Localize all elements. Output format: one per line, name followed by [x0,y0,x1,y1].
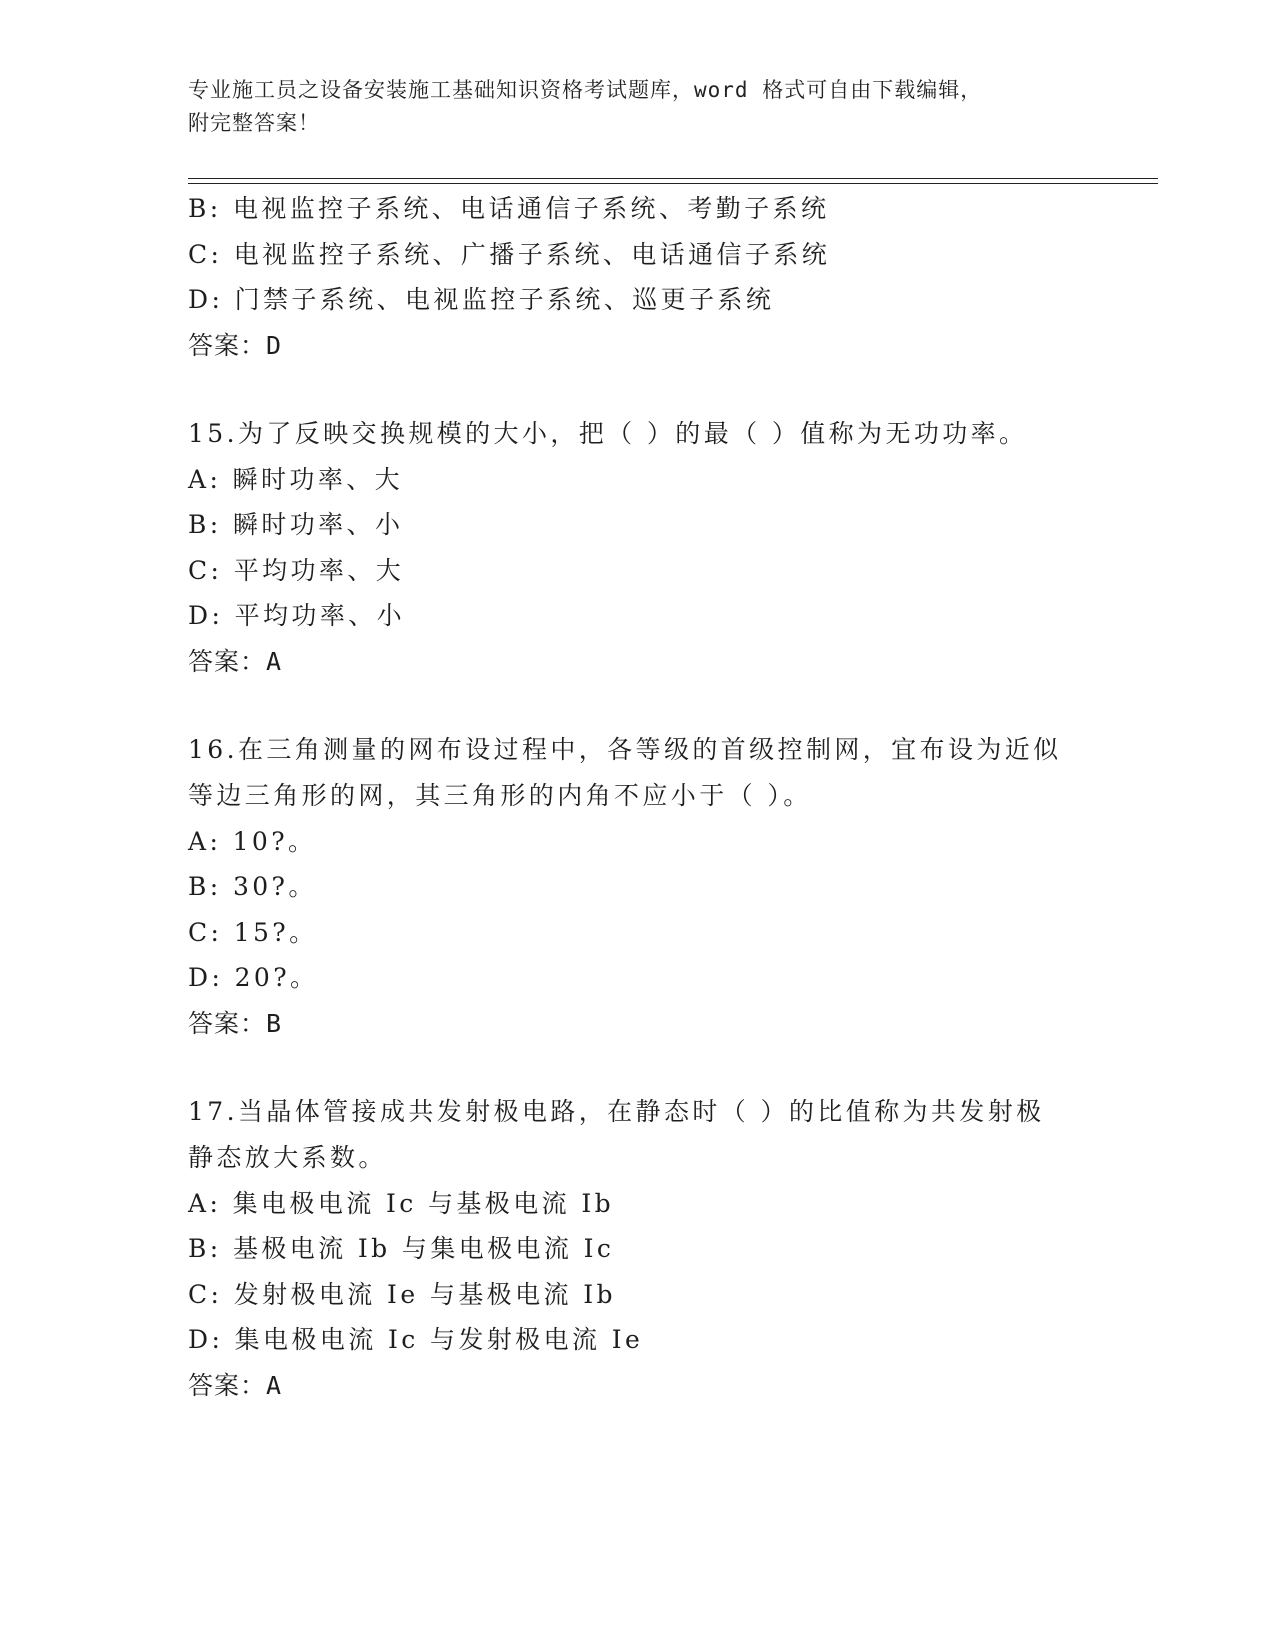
answer-line: 答案：D [188,330,283,360]
spacer [188,1047,1088,1089]
spacer [188,685,1088,727]
spacer [188,369,1088,411]
option-d: D: 平均功率、小 [188,601,406,630]
question-stem: 15.为了反映交换规模的大小，把（ ）的最（ ）值称为无功功率。 [188,418,1028,448]
option-b: B: 电视监控子系统、电话通信子系统、考勤子系统 [188,194,830,223]
answer-line: 答案：B [188,1008,283,1038]
document-header [188,74,1068,140]
question-stem: 16.在三角测量的网布设过程中，各等级的首级控制网，宜布设为近似 [188,734,1062,764]
question-stem: 17.当晶体管接成共发射极电路，在静态时（ ）的比值称为共发射极 [188,1096,1045,1126]
option-b: B: 30?。 [188,872,317,901]
answer-line: 答案：A [188,1370,283,1400]
header-divider [188,178,1158,184]
question-list [188,186,1088,1409]
question-14 [188,186,1088,369]
question-stem: 静态放大系数。 [188,1142,387,1172]
answer-line: 答案：A [188,646,283,676]
option-d: D: 集电极电流 Ic 与发射极电流 Ie [188,1325,644,1354]
option-b: B: 基极电流 Ib 与集电极电流 Ic [188,1234,615,1263]
option-c: C: 发射极电流 Ie 与基极电流 Ib [188,1279,616,1309]
option-d: D: 20?。 [188,963,319,992]
option-c: C: 15?。 [188,917,318,947]
question-17 [188,1089,1088,1409]
option-b: B: 瞬时功率、小 [188,510,404,539]
option-c: C: 电视监控子系统、广播子系统、电话通信子系统 [188,239,831,269]
question-16 [188,727,1088,1047]
question-stem: 等边三角形的网，其三角形的内角不应小于（ ）。 [188,780,812,810]
header-line-2: 附完整答案！ [188,111,320,135]
option-a: A: 瞬时功率、大 [188,464,404,494]
option-c: C: 平均功率、大 [188,555,405,585]
header-line-1: 专业施工员之设备安装施工基础知识资格考试题库，word 格式可自由下载编辑， [188,78,983,102]
option-d: D: 门禁子系统、电视监控子系统、巡更子系统 [188,285,775,314]
option-a: A: 10?。 [188,826,317,856]
option-a: A: 集电极电流 Ic 与基极电流 Ib [188,1188,615,1218]
question-15 [188,411,1088,685]
